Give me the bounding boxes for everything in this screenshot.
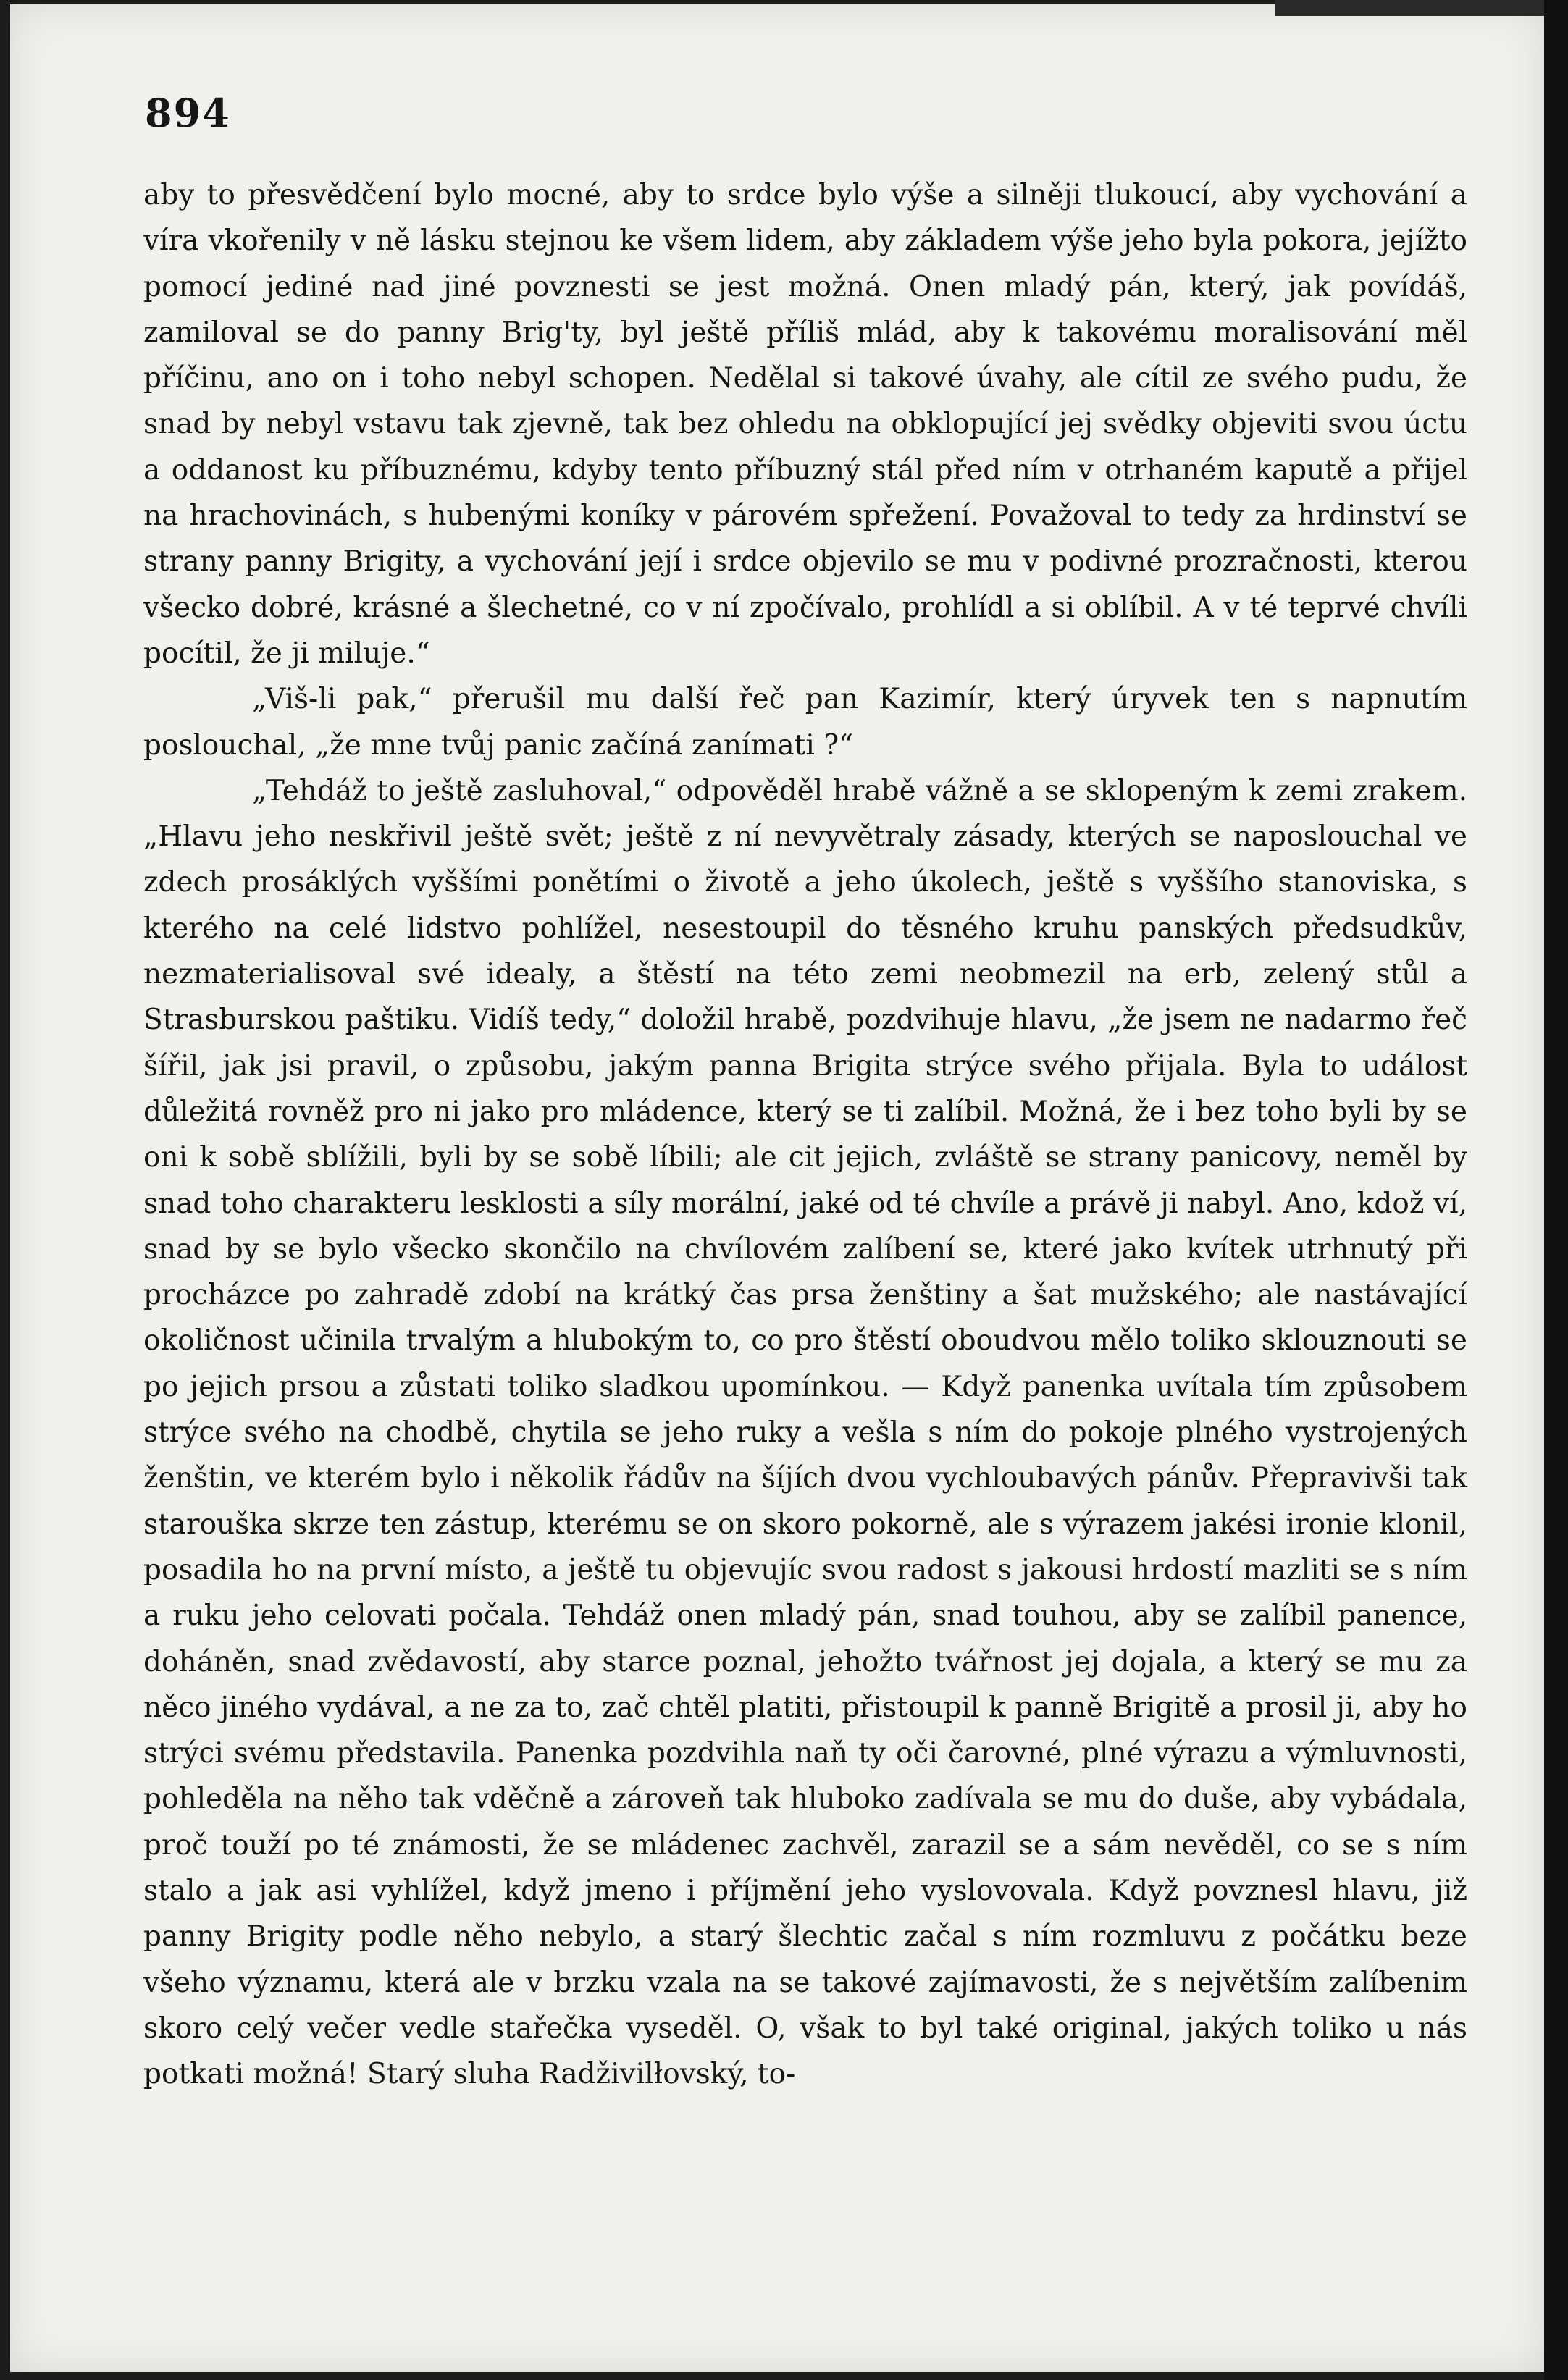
scan-edge-right <box>1544 0 1568 2380</box>
page-number: 894 <box>145 90 231 136</box>
body-text <box>143 172 1467 2097</box>
paragraph-2: „Viš-li pak,“ přerušil mu další řeč pan Kazimír, který úryvek ten s napnutím poslouchal, „že mne tvůj panic začíná zanímati ?“ <box>143 683 1467 762</box>
paragraph-3: „Tehdáž to ještě zasluhoval,“ odpověděl hrabě vážně a se sklopeným k zemi zrakem. „Hlavu jeho neskřivil ještě svět; ještě z ní nevyvětraly zásady, kterých se naposlouchal ve zdech prosáklých vyššími ponětími o životě a jeho úkolech, ještě s vyššího stanoviska, s kterého na celé lidstvo pohlížel, nesestoupil do těsného kruhu panských předsudkův, nezmaterialisoval své idealy, a štěstí na této zemi neobmezil na erb, zelený stůl a Strasburskou paštiku. Vidíš tedy,“ doložil hrabě, pozdvihuje hlavu, „že jsem ne nadarmo řeč šířil, jak jsi pravil, o způsobu, jakým panna Brigita strýce svého přijala. Byla to událost důležitá rovněž pro ni jako pro mládence, který se ti zalíbil. Možná, že i bez toho byli by se oni k sobě sblížili, byli by se sobě líbili; ale cit jejich, zvláště se strany panicovy, neměl by snad toho charakteru lesklosti a síly morální, jaké od té chvíle a právě ji nabyl. Ano, kdož ví, snad by se bylo všecko skončilo na chvílovém zalíbení se, které jako kvítek utrhnutý při procházce po zahradě zdobí na krátký čas prsa ženštiny a šat mužského; ale nastávající okoličnost učinila trvalým a hlubokým to, co pro štěstí oboudvou mělo toliko sklouznouti se po jejich prsou a zůstati toliko sladkou upomínkou. — Když panenka uvítala tím způsobem strýce svého na chodbě, chytila se jeho ruky a vešla s ním do pokoje plného vystrojených ženštin, ve kterém bylo i několik řádův na šíjích dvou vychloubavých pánův. Přepravivši tak starouška skrze ten zástup, kterému se on skoro pokorně, ale s výrazem jakési ironie klonil, posadila ho na první místo, a ještě tu objevujíc svou radost s jakousi hrdostí mazliti se s ním a ruku jeho celovati počala. Tehdáž onen mladý pán, snad touhou, aby se zalíbil panence, doháněn, snad zvědavostí, aby starce poznal, jehožto tvářnost jej dojala, a který se mu za něco jiného vydával, a ne za to, zač chtěl platiti, přistoupil k panně Brigitě a prosil ji, aby ho strýci svému představila. Panenka pozdvihla naň ty oči čarovné, plné výrazu a výmluvnosti, pohleděla na něho tak vděčně a zároveň tak hluboko zadívala se mu do duše, aby vybádala, proč touží po té známosti, že se mládenec zachvěl, zarazil se a sám nevěděl, co se s ním stalo a jak asi vyhlížel, když jmeno i příjmění jeho vyslovovala. Když povznesl hlavu, již panny Brigity podle něho nebylo, a starý šlechtic začal s ním rozmluvu z počátku beze všeho významu, která ale v brzku vzala na se takové zajímavosti, že s největším zalíbenim skoro celý večer vedle stařečka vyseděl. O, však to byl také original, jakých toliko u nás potkati možná! Starý sluha Radživilłovský, to- <box>143 774 1467 2091</box>
paragraph-1: aby to přesvědčení bylo mocné, aby to srdce bylo výše a silněji tlukoucí, aby vychování a víra vkořenily v ně lásku stejnou ke všem lidem, aby základem výše jeho byla pokora, jejížto pomocí jediné nad jiné povznesti se jest možná. Onen mladý pán, který, jak povídáš, zamiloval se do panny Brig'ty, byl ještě příliš mlád, aby k takovému moralisování měl příčinu, ano on i toho nebyl schopen. Nedělal si takové úvahy, ale cítil ze svého pudu, že snad by nebyl vstavu tak zjevně, tak bez ohledu na obklopující jej svědky objeviti svou úctu a oddanost ku příbuznému, kdyby tento příbuzný stál před ním v otrhaném kaputě a přijel na hrachovinách, s hubenými koníky v párovém spřežení. Považoval to tedy za hrdinství se strany panny Brigity, a vychování její i srdce objevilo se mu v podivné prozračnosti, kterou všecko dobré, krásné a šlechetné, co v ní zpočívalo, prohlídl a si oblíbil. A v té teprvé chvíli pocítil, že ji miluje.“ <box>143 179 1467 670</box>
book-page <box>10 4 1544 2372</box>
scan-edge-top <box>1275 0 1544 16</box>
